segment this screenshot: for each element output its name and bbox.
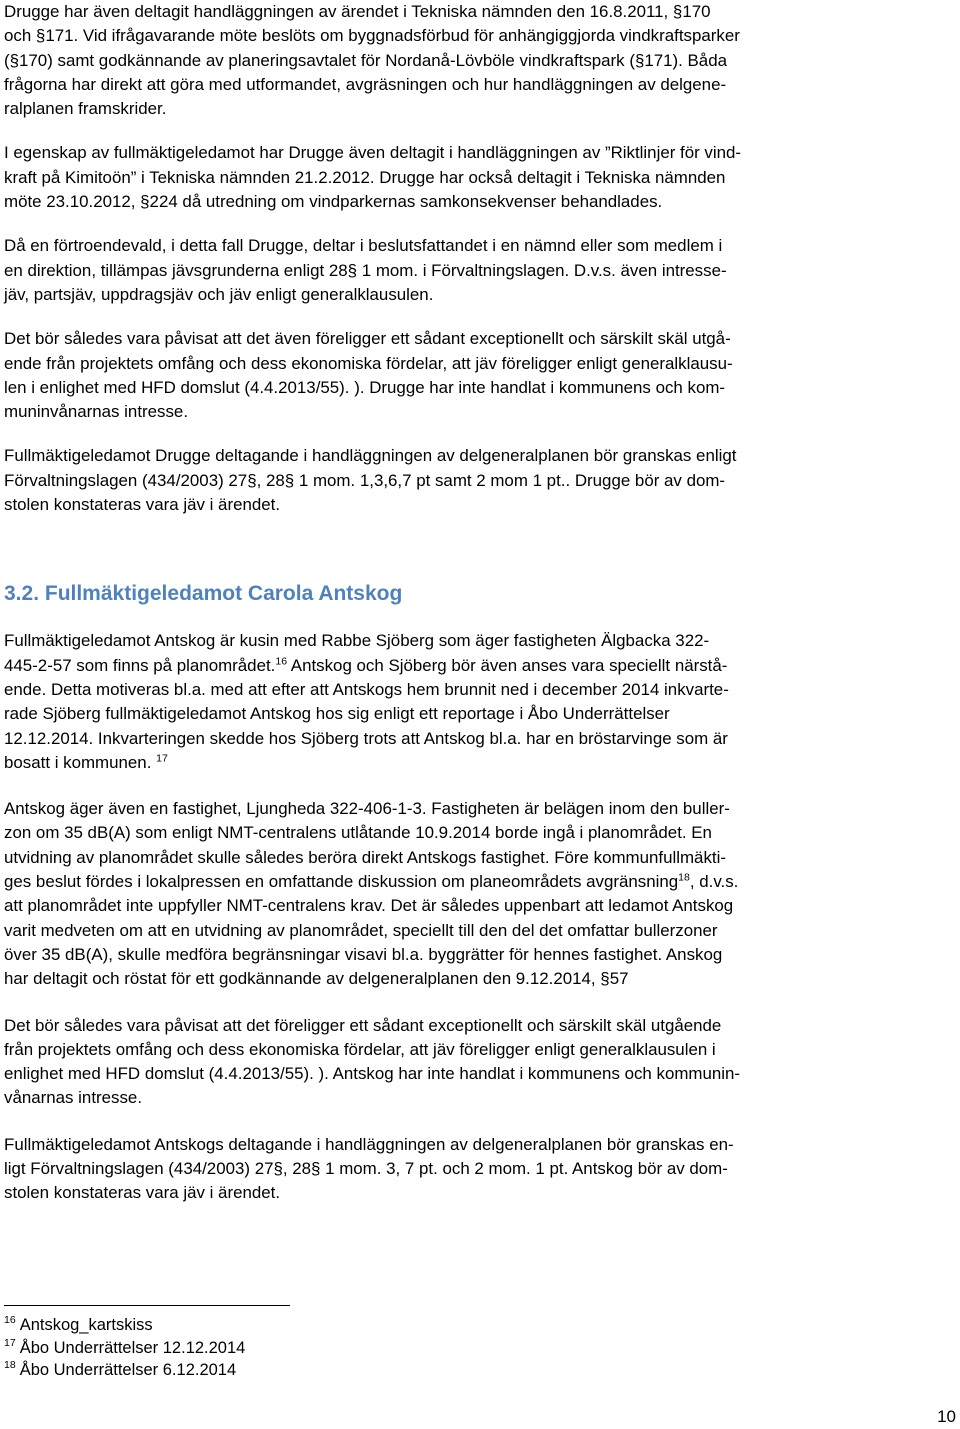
text-line: Det bör således vara påvisat att det även föreligger ett sådant exceptionellt och särskilt skäl utgå- [4,329,731,349]
paragraph-antskog-slutsats [4,1133,952,1206]
page-number: 10 [937,1407,956,1426]
text-line: rade Sjöberg fullmäktigeledamot Antskog hos sig enligt ett reportage i Åbo Underrättelser [4,704,670,724]
text-line: stolen konstateras vara jäv i ärendet. [4,1183,281,1203]
footnote-reference[interactable]: 18 [678,871,690,884]
footnote-item [4,1314,604,1337]
text-fragment: Antskog och Sjöberg bör även anses vara speciellt närstå- [287,655,728,675]
text-line: ligt Förvaltningslagen (434/2003) 27§, 28§ 1 mom. 3, 7 pt. och 2 mom. 1 pt. Antskog bör av dom- [4,1158,728,1178]
text-fragment: bosatt i kommunen. [4,752,152,772]
footnote-divider [4,1305,290,1306]
text-line: varit medveten om att en utvidning av planområdet, speciellt till den del det omfattar bullerzoner [4,920,718,940]
text-fragment: ges beslut fördes i lokalpressen en omfattande diskussion om planeområdets avgränsning [4,872,679,892]
text-line: Det bör således vara påvisat att det föreligger ett sådant exceptionellt och särskilt skäl utgående [4,1015,722,1035]
text-line: (§170) samt godkännande av planeringsavtalet för Nordanå-Lövböle vindkraftspark (§171). Båda [4,50,727,70]
text-line: Fullmäktigeledamot Antskog är kusin med Rabbe Sjöberg som äger fastigheten Älgbacka 322- [4,631,710,651]
text-line: jäv, partsjäv, uppdragsjäv och jäv enligt generalklausulen. [4,284,434,304]
text-line: och §171. Vid ifrågavarande möte beslöts om byggnadsförbud för anhängiggjorda vindkraftsparker [4,26,740,46]
text-line: över 35 dB(A), skulle medföra begränsningar visavi bl.a. byggrätter för hennes fastighet. Anskog [4,944,723,964]
text-line: ende. Detta motiveras bl.a. med att efter att Antskogs hem brunnit ned i december 2014 inkvarte- [4,679,729,699]
text-line: frågorna har direkt att göra med utformandet, avgräsningen och hur handläggningen av delgene- [4,74,727,94]
paragraph-drugge-generalklausul [4,327,952,424]
footnotes [4,1314,604,1382]
document-page [4,0,952,1206]
text-line: en direktion, tillämpas jävsgrunderna enligt 28§ 1 mom. i Förvaltningslagen. D.v.s. även intresse- [4,260,727,280]
text-line: muninvånarnas intresse. [4,402,189,422]
text-line: I egenskap av fullmäktigeledamot har Drugge även deltagit i handläggningen av ”Riktlinjer för vind- [4,143,742,163]
text-line: ralplanen framskrider. [4,99,167,119]
text-line: Förvaltningslagen (434/2003) 27§, 28§ 1 mom. 1,3,6,7 pt samt 2 mom 1 pt.. Drugge bör av dom- [4,470,726,490]
text-fragment: , d.v.s. [689,872,739,892]
text-line: Då en förtroendevald, i detta fall Drugge, deltar i beslutsfattandet i en nämnd eller som medlem i [4,236,723,256]
section-heading: 3.2. Fullmäktigeledamot Carola Antskog [4,582,403,606]
paragraph-drugge-slutsats [4,444,952,517]
text-line [4,751,952,775]
text-line [4,870,952,894]
text-line: zon om 35 dB(A) som enligt NMT-centralens utlåtande 10.9.2014 borde ingå i planområdet. En [4,823,712,843]
text-line: från projektets omfång och dess ekonomiska fördelar, att jäv föreligger enligt generalklausulen i [4,1039,716,1059]
text-line: ende från projektets omfång och dess ekonomiska fördelar, att jäv föreligger enligt generalklausu- [4,353,733,373]
footnote-number: 18 [4,1359,16,1371]
text-line: kraft på Kimitoön” i Tekniska nämnden 21.2.2012. Drugge har också deltagit i Tekniska nämnden [4,167,726,187]
paragraph-drugge-handlaggning [4,0,952,121]
text-line: Antskog äger även en fastighet, Ljungheda 322-406-1-3. Fastigheten är belägen inom den buller- [4,799,730,819]
paragraph-antskog-fastighet [4,797,952,991]
text-line: Fullmäktigeledamot Antskogs deltagande i handläggningen av delgeneralplanen bör granskas en- [4,1134,734,1154]
paragraph-antskog-kusin [4,629,952,775]
text-line: enlighet med HFD domslut (4.4.2013/55). ). Antskog har inte handlat i kommunens och kommunin- [4,1064,741,1084]
paragraph-javsgrunder [4,234,952,307]
text-line: len i enlighet med HFD domslut (4.4.2013/55). ). Drugge har inte handlat i kommunens och kom- [4,377,726,397]
footnote-text: Åbo Underrättelser 12.12.2014 [19,1338,246,1357]
text-line: har deltagit och röstat för ett godkännande av delgeneralplanen den 9.12.2014, §57 [4,969,629,989]
text-line: att planområdet inte uppfyller NMT-centralens krav. Det är således uppenbart att ledamot Antskog [4,896,734,916]
text-line: Drugge har även deltagit handläggningen av ärendet i Tekniska nämnden den 16.8.2011, §170 [4,2,711,21]
footnote-reference[interactable]: 17 [156,752,168,765]
text-line: utvidning av planområdet skulle således beröra direkt Antskogs fastighet. Före kommunfullmäkti- [4,847,726,867]
paragraph-antskog-generalklausul [4,1014,952,1111]
text-line: Fullmäktigeledamot Drugge deltagande i handläggningen av delgeneralplanen bör granskas enligt [4,446,737,466]
footnote-reference[interactable]: 16 [275,655,288,668]
footnote-number: 17 [4,1336,16,1349]
text-line: stolen konstateras vara jäv i ärendet. [4,495,281,515]
text-line: 12.12.2014. Inkvarteringen skedde hos Sjöberg trots att Antskog bl.a. har en bröstarvinge som är [4,728,728,748]
paragraph-drugge-riktlinjer [4,141,952,214]
text-line: vånarnas intresse. [4,1088,143,1108]
text-fragment: 445-2-57 som finns på planområdet. [4,655,276,675]
text-line: möte 23.10.2012, §224 då utredning om vindparkernas samkonsekvenser behandlades. [4,192,663,212]
text-line [4,654,952,678]
footnote-item [4,1359,604,1382]
footnote-item [4,1337,604,1360]
footnote-text: Antskog_kartskiss [19,1316,153,1334]
footnote-number: 16 [4,1314,16,1326]
footnote-text: Åbo Underrättelser 6.12.2014 [19,1361,237,1379]
